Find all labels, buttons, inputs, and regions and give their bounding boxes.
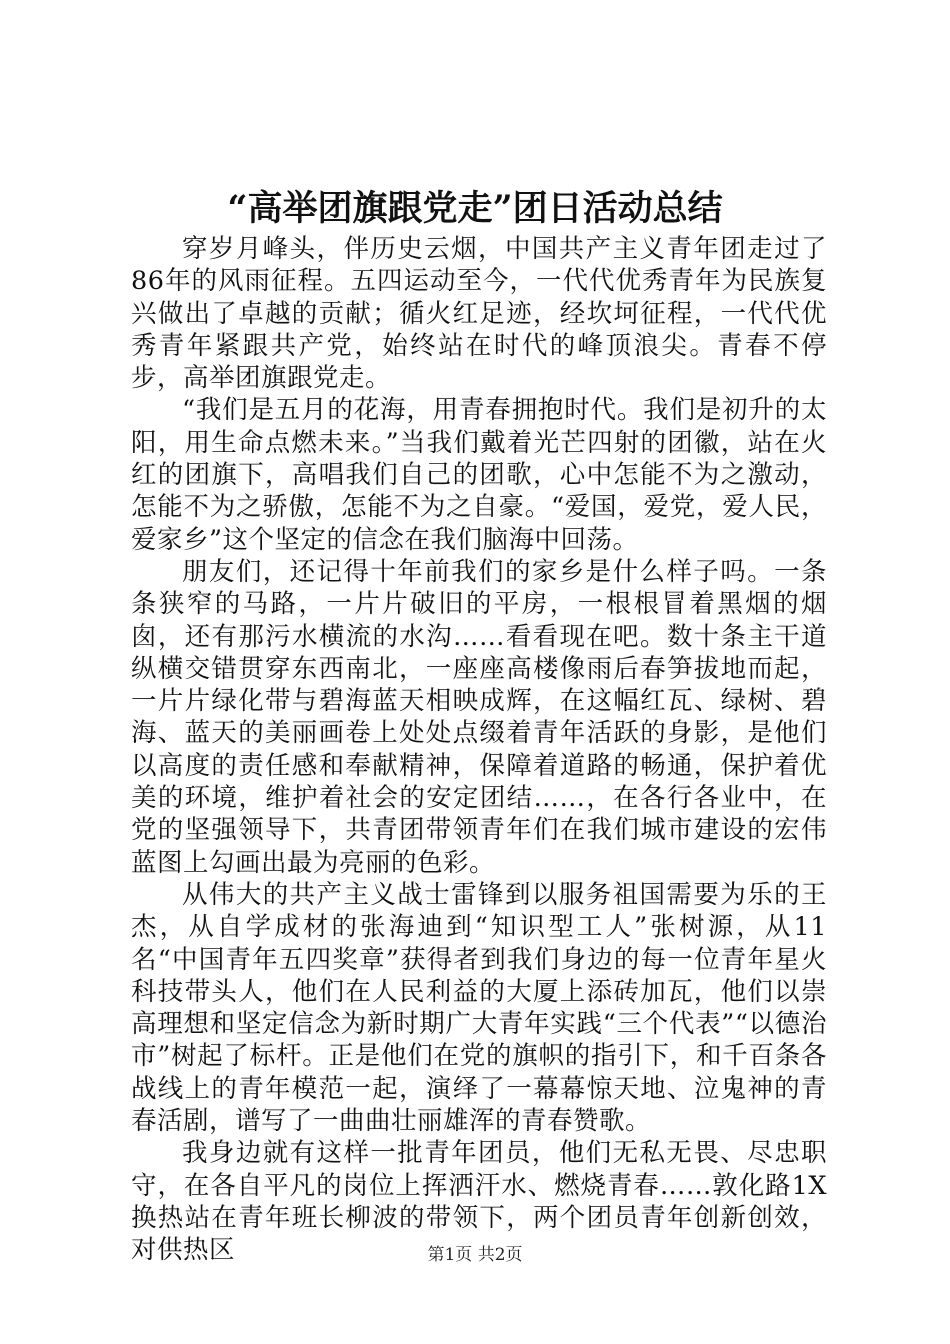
paragraph-4: 从伟大的共产主义战士雷锋到以服务祖国需要为乐的王杰，从自学成材的张海迪到“知识型工人”张树源，从11名“中国青年五四奖章”获得者到我们身边的每一位青年星火科技带头人，他们在人民利益的大厦上添砖加瓦，他们以崇高理想和坚定信念为新时期广大青年实践“三个代表”“以德治市”树起了标杆。正是他们在党的旗帜的指引下，和千百条各战线上的青年模范一起，演绎了一幕幕惊天地、泣鬼神的青春活剧，谱写了一曲曲壮丽雄浑的青春赞歌。 xyxy=(131,879,827,1137)
paragraph-2: “我们是五月的花海，用青春拥抱时代。我们是初升的太阳，用生命点燃未来。”当我们戴着光芒四射的团徽，站在火红的团旗下，高唱我们自己的团歌，心中怎能不为之激动，怎能不为之骄傲，怎能不为之自豪。“爱国，爱党，爱人民，爱家乡”这个坚定的信念在我们脑海中回荡。 xyxy=(131,395,827,555)
paragraph-1: 穿岁月峰头，伴历史云烟，中国共产主义青年团走过了86年的风雨征程。五四运动至今，一代代优秀青年为民族复兴做出了卓越的贡献；循火红足迹，经坎坷征程，一代代优秀青年紧跟共产党，始终站在时代的峰顶浪尖。青春不停步，高举团旗跟党走。 xyxy=(131,234,827,394)
document-title: “高举团旗跟党走”团日活动总结 xyxy=(227,188,723,229)
document-body xyxy=(131,233,827,1267)
page-number-footer: 第1页 共2页 xyxy=(427,1245,523,1265)
paragraph-3: 朋友们，还记得十年前我们的家乡是什么样子吗。一条条狭窄的马路，一片片破旧的平房，一根根冒着黑烟的烟囱，还有那污水横流的水沟……看看现在吧。数十条主干道纵横交错贯穿东西南北，一座座高楼像雨后春笋拔地而起，一片片绿化带与碧海蓝天相映成辉，在这幅红瓦、绿树、碧海、蓝天的美丽画卷上处处点缀着青年活跃的身影，是他们以高度的责任感和奉献精神，保障着道路的畅通，保护着优美的环境，维护着社会的安定团结……，在各行各业中，在党的坚强领导下，共青团带领青年们在我们城市建设的宏伟蓝图上勾画出最为亮丽的色彩。 xyxy=(131,556,827,878)
paragraph-5: 我身边就有这样一批青年团员，他们无私无畏、尽忠职守，在各自平凡的岗位上挥洒汗水、燃烧青春……敦化路1X换热站在青年班长柳波的带领下，两个团员青年创新创效，对供热区 xyxy=(131,1138,827,1266)
